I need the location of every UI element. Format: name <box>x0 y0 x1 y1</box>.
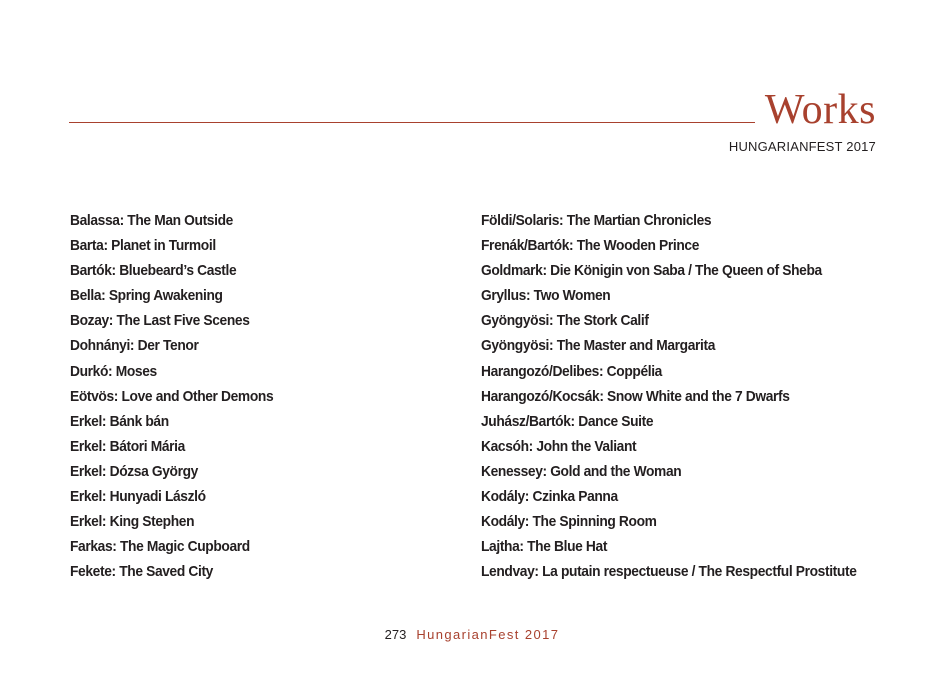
work-item: Juhász/Bartók: Dance Suite <box>481 412 654 430</box>
work-item: Lajtha: The Blue Hat <box>481 538 608 556</box>
work-item: Erkel: Bánk bán <box>70 412 169 430</box>
work-item: Fekete: The Saved City <box>70 563 214 581</box>
work-item: Kodály: The Spinning Room <box>481 513 657 531</box>
work-item: Barta: Planet in Turmoil <box>70 237 216 255</box>
work-item: Bella: Spring Awakening <box>70 287 223 305</box>
work-item: Bartók: Bluebeard’s Castle <box>70 262 237 280</box>
page-footer <box>0 627 944 643</box>
work-item: Harangozó/Delibes: Coppélia <box>481 362 662 380</box>
work-item: Kacsóh: John the Valiant <box>481 437 637 455</box>
work-item: Durkó: Moses <box>70 362 157 380</box>
work-item: Gryllus: Two Women <box>481 287 611 305</box>
page-title: Works <box>764 87 876 133</box>
page-subtitle: HUNGARIANFEST 2017 <box>728 139 876 154</box>
work-item: Farkas: The Magic Cupboard <box>70 538 250 556</box>
work-item: Erkel: Hunyadi László <box>70 488 206 506</box>
work-item: Lendvay: La putain respectueuse / The Respectful Prostitute <box>481 563 857 581</box>
work-item: Erkel: Dózsa György <box>70 462 198 480</box>
work-item: Goldmark: Die Königin von Saba / The Queen of Sheba <box>481 262 822 280</box>
work-item: Gyöngyösi: The Stork Calif <box>481 312 649 330</box>
works-list-right <box>481 208 889 584</box>
work-item: Eötvös: Love and Other Demons <box>70 387 274 405</box>
publication-name: HungarianFest 2017 <box>416 627 560 642</box>
work-item: Gyöngyösi: The Master and Margarita <box>481 337 716 355</box>
work-item: Bozay: The Last Five Scenes <box>70 312 250 330</box>
work-item: Frenák/Bartók: The Wooden Prince <box>481 237 700 255</box>
work-item: Földi/Solaris: The Martian Chronicles <box>481 212 712 229</box>
work-item: Harangozó/Kocsák: Snow White and the 7 Dwarfs <box>481 387 790 405</box>
works-list-left <box>70 208 291 584</box>
header-rule <box>69 122 755 123</box>
work-item: Erkel: Bátori Mária <box>70 437 185 455</box>
work-item: Balassa: The Man Outside <box>70 212 233 229</box>
work-item: Dohnányi: Der Tenor <box>70 337 199 355</box>
page-number: 273 <box>384 627 407 642</box>
work-item: Kodály: Czinka Panna <box>481 488 618 506</box>
work-item: Kenessey: Gold and the Woman <box>481 462 682 480</box>
work-item: Erkel: King Stephen <box>70 513 195 531</box>
